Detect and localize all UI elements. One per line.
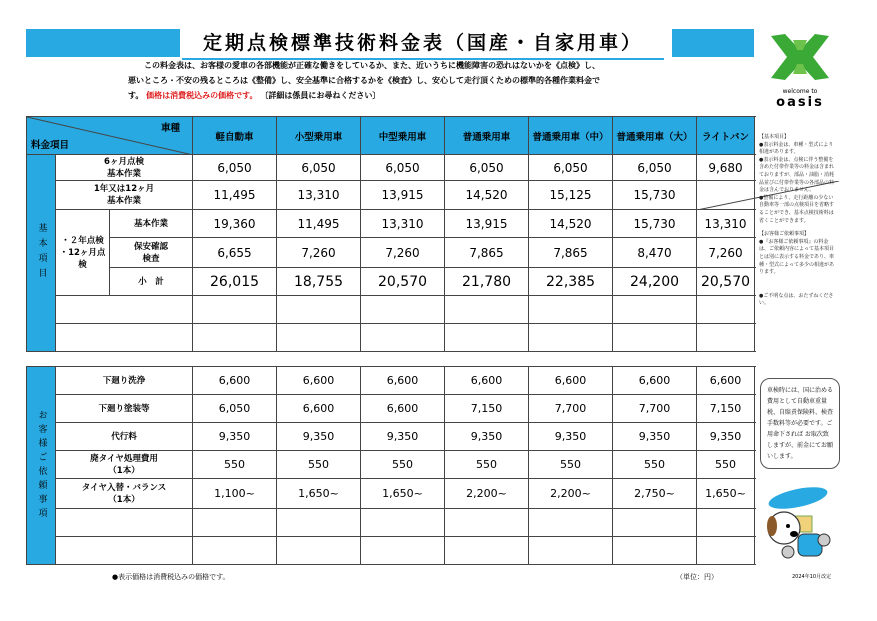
cell-proxy-standard-large: 9,350: [613, 423, 697, 451]
blank-cell: [193, 296, 277, 324]
row-6m-label-1: 6ヶ月点検: [104, 156, 144, 167]
cell-hoan-standard-mid: 7,865: [529, 238, 613, 268]
side-note-7: ●ご不明な点は、おたずねください。: [759, 292, 834, 307]
row-12m-label: [56, 181, 193, 210]
row-tire-swap-label-1: タイヤ入替・バランス: [81, 482, 167, 493]
cell-wash-standard-mid: 6,600: [529, 367, 613, 395]
cell-6m-lightvan: 9,680: [697, 155, 755, 181]
cell-hoan-standard-large: 8,470: [613, 238, 697, 268]
title-bar-right: [672, 29, 754, 57]
intro-line-3a: す。: [128, 91, 144, 100]
col-header-standard-large: 普通乗用車（大）: [613, 117, 697, 155]
blank-cell: [361, 324, 445, 352]
cell-proxy-kei: 9,350: [193, 423, 277, 451]
cell-paint-standard-large: 7,700: [613, 395, 697, 423]
cell-proxy-medium: 9,350: [361, 423, 445, 451]
intro-line-3: [128, 88, 688, 103]
intro-line-1: この料金表は、お客様の愛車の各部機能が正確な働きをしているか、また、近いうちに機能障害の恐れはないかを《点検》し、: [144, 61, 600, 70]
row-hoan-label: [110, 238, 193, 268]
title-bar-left: [26, 29, 180, 57]
corner-bottom-label: 料金項目: [31, 140, 70, 151]
cell-basic-medium: 13,310: [361, 210, 445, 238]
vehicle-inspection-note-box: [760, 378, 840, 469]
cell-sub-lightvan: 20,570: [697, 268, 755, 296]
cell-12m-standard: 14,520: [445, 181, 529, 210]
row-basic-label: 基本作業: [110, 210, 193, 238]
row-hoan-label-1: 保安確認: [134, 241, 169, 252]
blank-cell: [193, 509, 277, 537]
row-wash-label-1: 下廻り洗浄: [102, 375, 146, 386]
cell-basic-standard-mid: 14,520: [529, 210, 613, 238]
cell-6m-kei: 6,050: [193, 155, 277, 181]
logo-name: oasis: [776, 95, 824, 110]
cell-swap-lightvan: 1,650~: [697, 479, 755, 509]
logo-tagline: welcome to: [782, 88, 818, 95]
cell-proxy-small: 9,350: [277, 423, 361, 451]
row-12m-label-1: 1年又は12ヶ月: [93, 184, 155, 194]
cell-12m-kei: 11,495: [193, 181, 277, 210]
side-note-6: ●『お客様ご依頼事項』の料金は、ご依頼内容によって基本項目とは別に表示する料金であり、車種・型式によって多少の相違があります。: [759, 238, 835, 276]
intro-text: [128, 58, 688, 103]
cell-disposal-small: 550: [277, 451, 361, 479]
cell-swap-medium: 1,650~: [361, 479, 445, 509]
side-note-2: ●表示料金は、車種・型式により相違があります。: [759, 141, 834, 156]
cell-paint-kei: 6,050: [193, 395, 277, 423]
intro-line-2: 悪いところ・不安の残るところは《整備》し、安全基準に合格するかを《検査》し、安心して走行頂くための標準的各種作業料金で: [128, 76, 600, 85]
cell-6m-standard-large: 6,050: [613, 155, 697, 181]
cell-wash-standard-large: 6,600: [613, 367, 697, 395]
page-title: 定期点検標準技術料金表（国産・自家用車）: [182, 28, 664, 60]
mascot-illustration: [758, 486, 838, 562]
col-header-small: 小型乗用車: [277, 117, 361, 155]
blank-row-label: [56, 509, 193, 537]
cell-basic-kei: 19,360: [193, 210, 277, 238]
cell-disposal-standard: 550: [445, 451, 529, 479]
group-2y-12m-label: [56, 210, 110, 296]
cell-wash-small: 6,600: [277, 367, 361, 395]
blank-row-1-label: [56, 296, 193, 324]
cell-12m-medium: 13,915: [361, 181, 445, 210]
col-header-medium: 中型乗用車: [361, 117, 445, 155]
row-paint-label: [56, 395, 193, 423]
row-hoan-label-2: 検査: [142, 253, 160, 264]
side-note-1: 【基本項目】: [759, 134, 790, 140]
cell-paint-standard: 7,150: [445, 395, 529, 423]
blank-cell: [697, 324, 755, 352]
cell-disposal-medium: 550: [361, 451, 445, 479]
blank-cell: [445, 509, 529, 537]
cell-swap-standard: 2,200~: [445, 479, 529, 509]
request-section-text: お客様ご依頼事項: [36, 409, 47, 522]
cell-wash-medium: 6,600: [361, 367, 445, 395]
side-note-5: 【お客様ご依頼事項】: [759, 231, 810, 238]
col-header-standard-mid: 普通乗用車（中）: [529, 117, 613, 155]
blank-cell: [277, 324, 361, 352]
cell-paint-standard-mid: 7,700: [529, 395, 613, 423]
intro-price-note: 価格は消費税込みの価格です。: [146, 91, 258, 100]
cell-disposal-kei: 550: [193, 451, 277, 479]
intro-line-3b: 〔詳細は係員にお尋ねください〕: [260, 91, 381, 100]
cell-wash-kei: 6,600: [193, 367, 277, 395]
cell-sub-kei: 26,015: [193, 268, 277, 296]
note-box-text: 車検時には、国に治める費用として自動車重量税、自賠責保険料、検査手数料等が必要です。ご用命下されば お取次致しますが、前金にてお願いします。: [767, 387, 834, 460]
row-proxy-label-1: 代行料: [111, 431, 137, 442]
blank-cell: [529, 537, 613, 565]
cell-basic-small: 11,495: [277, 210, 361, 238]
row-tire-disposal-label: [56, 451, 193, 479]
cell-sub-medium: 20,570: [361, 268, 445, 296]
blank-cell: [277, 509, 361, 537]
col-header-kei: 軽自動車: [193, 117, 277, 155]
cell-12m-small: 13,310: [277, 181, 361, 210]
group-label-2: ・12ヶ月点検: [59, 247, 106, 270]
row-tire-disposal-label-1: 廃タイヤ処理費用: [90, 453, 158, 464]
cell-12m-lightvan-na: [697, 181, 755, 210]
blank-row-label: [56, 537, 193, 565]
cell-proxy-standard-mid: 9,350: [529, 423, 613, 451]
blank-cell: [697, 296, 755, 324]
blank-cell: [613, 509, 697, 537]
cell-paint-medium: 6,600: [361, 395, 445, 423]
blank-cell: [613, 537, 697, 565]
cell-wash-lightvan: 6,600: [697, 367, 755, 395]
cell-swap-standard-mid: 2,200~: [529, 479, 613, 509]
footer-unit: （単位：円）: [676, 573, 718, 581]
cell-swap-standard-large: 2,750~: [613, 479, 697, 509]
blank-cell: [697, 509, 755, 537]
group-label-1: ・２年点検: [61, 235, 104, 246]
blank-cell: [445, 537, 529, 565]
cell-6m-medium: 6,050: [361, 155, 445, 181]
row-paint-label-1: 下廻り塗装等: [98, 403, 150, 414]
cell-sub-standard: 21,780: [445, 268, 529, 296]
cell-sub-standard-mid: 22,385: [529, 268, 613, 296]
blank-cell: [445, 296, 529, 324]
cell-disposal-lightvan: 550: [697, 451, 755, 479]
row-tire-swap-label: [56, 479, 193, 509]
basic-section-label: [27, 155, 56, 352]
cell-paint-lightvan: 7,150: [697, 395, 755, 423]
row-tire-disposal-label-2: （1本）: [108, 465, 140, 476]
row-6m-label-2: 基本作業: [107, 168, 142, 179]
cell-disposal-standard-mid: 550: [529, 451, 613, 479]
cell-paint-small: 6,600: [277, 395, 361, 423]
cell-basic-standard: 13,915: [445, 210, 529, 238]
blank-cell: [277, 537, 361, 565]
cell-sub-standard-large: 24,200: [613, 268, 697, 296]
blank-row-2-label: [56, 324, 193, 352]
blank-cell: [361, 296, 445, 324]
blank-cell: [529, 296, 613, 324]
cell-proxy-lightvan: 9,350: [697, 423, 755, 451]
row-12m-label-2: 基本作業: [107, 196, 142, 206]
cell-hoan-kei: 6,655: [193, 238, 277, 268]
blank-cell: [277, 296, 361, 324]
cell-12m-standard-large: 15,730: [613, 181, 697, 210]
blank-cell: [613, 324, 697, 352]
row-subtotal-label: 小 計: [110, 268, 193, 296]
footer-tax-note: ●表示価格は消費税込みの価格です。: [112, 573, 230, 581]
logo-x-mark-icon: [763, 30, 837, 84]
row-proxy-label: [56, 423, 193, 451]
blank-cell: [361, 537, 445, 565]
col-header-lightvan: ライトバン: [697, 117, 755, 155]
request-section-label: [27, 367, 56, 565]
blank-cell: [193, 537, 277, 565]
blank-cell: [193, 324, 277, 352]
basic-items-table: [26, 116, 755, 352]
cell-sub-small: 18,755: [277, 268, 361, 296]
blank-cell: [361, 509, 445, 537]
cell-hoan-medium: 7,260: [361, 238, 445, 268]
cell-basic-standard-large: 15,730: [613, 210, 697, 238]
blank-cell: [445, 324, 529, 352]
blank-cell: [613, 296, 697, 324]
blank-cell: [529, 509, 613, 537]
side-notes: [759, 134, 837, 308]
blank-cell: [529, 324, 613, 352]
cell-swap-small: 1,650~: [277, 479, 361, 509]
cell-swap-kei: 1,100~: [193, 479, 277, 509]
side-note-4: ●整備により、走行距離の少ない自動車等一部の点検項目を省略することができ、基本点検技術料は省くことができます。: [759, 194, 835, 224]
cell-wash-standard: 6,600: [445, 367, 529, 395]
cell-6m-small: 6,050: [277, 155, 361, 181]
row-6m-label: [56, 155, 193, 181]
mascot-dog-icon: [758, 486, 838, 562]
cell-disposal-standard-large: 550: [613, 451, 697, 479]
cell-hoan-standard: 7,865: [445, 238, 529, 268]
cell-6m-standard-mid: 6,050: [529, 155, 613, 181]
cell-basic-lightvan: 13,310: [697, 210, 755, 238]
cell-proxy-standard: 9,350: [445, 423, 529, 451]
cell-hoan-small: 7,260: [277, 238, 361, 268]
customer-request-table: [26, 366, 755, 565]
cell-hoan-lightvan: 7,260: [697, 238, 755, 268]
col-header-standard: 普通乗用車: [445, 117, 529, 155]
row-tire-swap-label-2: （1本）: [108, 494, 140, 505]
cell-6m-standard: 6,050: [445, 155, 529, 181]
oasis-logo: [763, 30, 837, 110]
side-note-3: ●表示料金は、点検に伴う整備を含めた付帯作業等の料金は含まれておりますが、部品・油脂・消耗品並びに付帯作業等の各部品の料金は含んでおりません。: [759, 156, 835, 194]
corner-top-label: 車種: [161, 123, 181, 134]
blank-cell: [697, 537, 755, 565]
row-wash-label: [56, 367, 193, 395]
corner-header-cell: [27, 117, 193, 155]
cell-12m-standard-mid: 15,125: [529, 181, 613, 210]
basic-section-text: 基本項目: [36, 223, 47, 283]
footer-date: 2024年10月改定: [792, 574, 832, 580]
